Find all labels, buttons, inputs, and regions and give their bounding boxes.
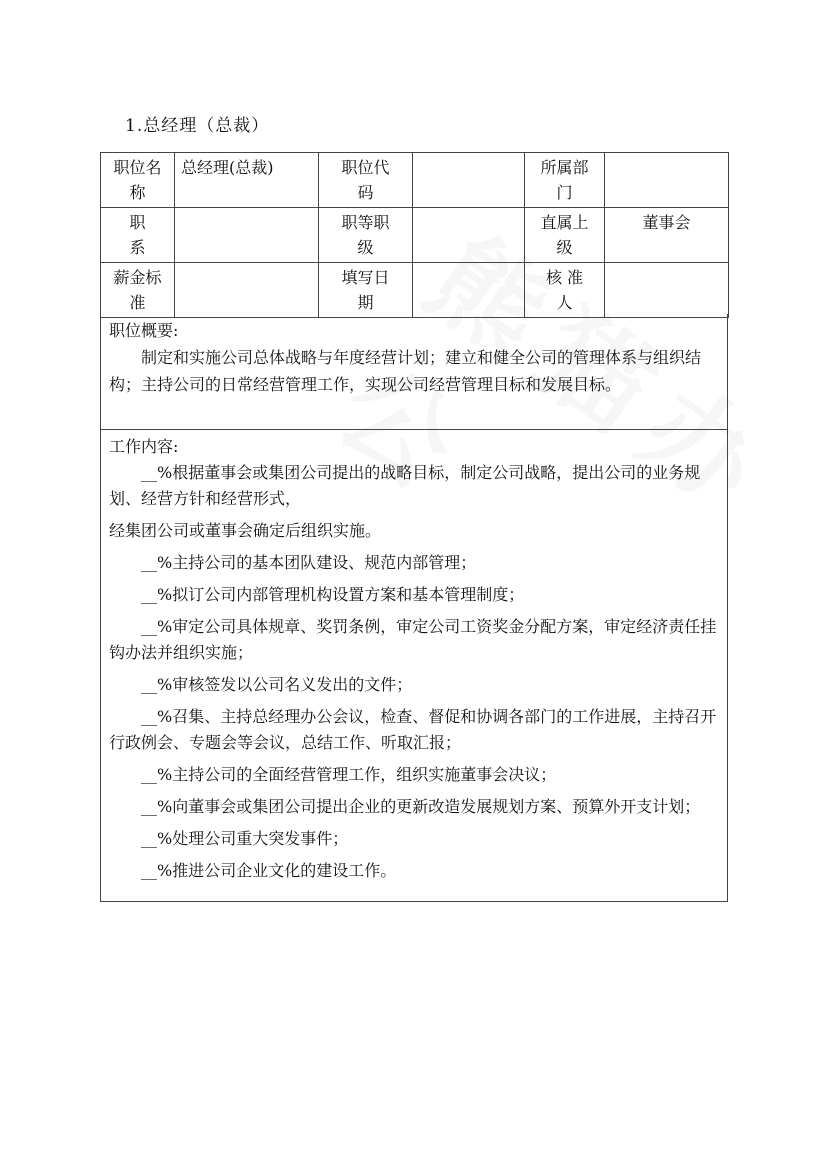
label-position-code: 职位代 码 <box>319 153 413 208</box>
value-department <box>605 153 729 208</box>
value-fill-date <box>413 263 525 318</box>
label-direct-superior: 直属上 级 <box>525 208 605 263</box>
page-title: 1.总经理（总裁） <box>125 116 270 136</box>
value-position-code <box>413 153 525 208</box>
summary-text: 制定和实施公司总体战略与年度经营计划；建立和健全公司的管理体系与组织结构；主持公司的日常经营管理工作，实现公司经营管理目标和发展目标。 <box>109 348 702 394</box>
list-item: __%审核签发以公司名义发出的文件； <box>141 675 413 694</box>
value-salary-standard <box>175 263 319 318</box>
label-job-family: 职 系 <box>101 208 175 263</box>
label-fill-date: 填写日 期 <box>319 263 413 318</box>
list-item: __%主持公司的基本团队建设、规范内部管理； <box>141 553 477 572</box>
job-info-table <box>100 152 729 318</box>
job-duties <box>100 430 728 902</box>
summary-title: 职位概要: <box>109 321 179 340</box>
table-row <box>101 153 729 208</box>
table-row <box>101 208 729 263</box>
label-approver: 核 准 人 <box>525 263 605 318</box>
list-item: __%审定公司具体规章、奖罚条例，审定公司工资奖金分配方案，审定经济责任挂钩办法并组织实施； <box>109 617 717 662</box>
list-item: __%主持公司的全面经营管理工作，组织实施董事会决议； <box>141 765 557 784</box>
list-item: 经集团公司或董事会确定后组织实施。 <box>109 521 382 540</box>
table-row <box>101 263 729 318</box>
value-job-grade <box>413 208 525 263</box>
label-salary-standard: 薪金标 准 <box>101 263 175 318</box>
list-item: __%召集、主持总经理办公会议，检查、督促和协调各部门的工作进展，主持召开行政例会、专题会等会议，总结工作、听取汇报； <box>109 707 717 752</box>
list-item: __%拟订公司内部管理机构设置方案和基本管理制度； <box>141 585 525 604</box>
value-approver <box>605 263 729 318</box>
value-position-name: 总经理(总裁) <box>175 153 319 208</box>
value-direct-superior: 董事会 <box>605 208 729 263</box>
value-job-family <box>175 208 319 263</box>
list-item: __%根据董事会或集团公司提出的战略目标，制定公司战略，提出公司的业务规划、经营方针和经营形式， <box>109 463 701 508</box>
position-summary <box>100 314 728 430</box>
label-department: 所属部 门 <box>525 153 605 208</box>
list-item: __%向董事会或集团公司提出企业的更新改造发展规划方案、预算外开支计划； <box>141 797 701 816</box>
label-job-grade: 职等职 级 <box>319 208 413 263</box>
label-position-name: 职位名 称 <box>101 153 175 208</box>
duties-title: 工作内容: <box>109 437 179 456</box>
list-item: __%处理公司重大突发事件； <box>141 829 349 848</box>
list-item: __%推进公司企业文化的建设工作。 <box>141 861 397 880</box>
